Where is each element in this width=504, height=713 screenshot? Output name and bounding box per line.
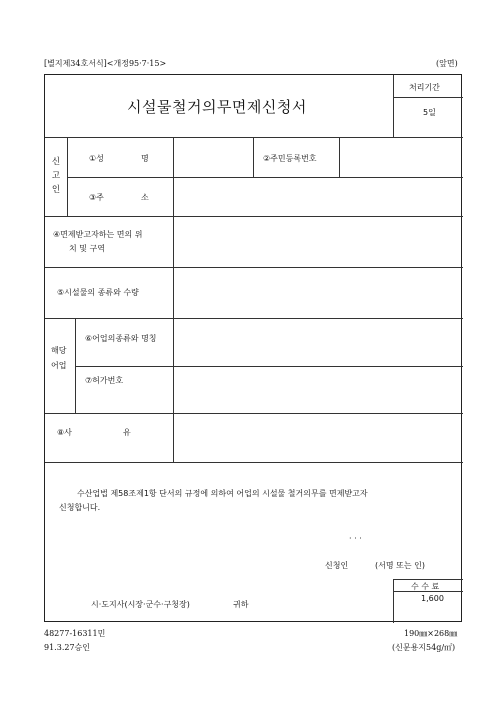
- paper-size: 190㎜×268㎜: [404, 629, 458, 638]
- fee-value: 1,600: [421, 594, 444, 603]
- license-number-field[interactable]: [174, 367, 462, 412]
- applicant-sign-label: 신청인: [325, 561, 349, 570]
- location-label-line1: ④면제받고자하는 면의 위: [53, 230, 143, 239]
- resident-number-field[interactable]: [340, 138, 462, 176]
- paper-type: (신문용지54g/㎡): [392, 643, 456, 652]
- name-field[interactable]: [174, 138, 252, 176]
- divider: [45, 462, 463, 463]
- application-form: [44, 74, 462, 622]
- statement-line2: 신청합니다.: [59, 503, 101, 512]
- approval-date: 91.3.27승인: [44, 643, 90, 652]
- addressee-suffix: 귀하: [233, 600, 249, 609]
- location-field[interactable]: [174, 217, 462, 266]
- fishery-type-field[interactable]: [174, 319, 462, 365]
- applicant-group-label: 신 고 인: [51, 157, 61, 195]
- form-code: 48277-16311민: [44, 629, 106, 638]
- address-label: ③주: [89, 193, 104, 202]
- divider: [393, 579, 394, 623]
- divider: [253, 137, 254, 177]
- processing-period-value: 5일: [423, 108, 436, 117]
- location-label-line2: 치 및 구역: [69, 244, 105, 253]
- resident-number-label: ②주민등록번호: [263, 154, 317, 163]
- statement-line1: 수산업법 제58조제1항 단서의 규정에 의하여 어업의 시설물 철거의무를 면제받고자: [77, 489, 368, 498]
- fishery-group-label-line1: 해당: [51, 346, 67, 355]
- divider: [393, 75, 394, 137]
- fishery-type-label: ⑥어업의종류와 명칭: [85, 334, 157, 343]
- page-side-label: (앞면): [436, 59, 458, 68]
- fishery-group-label-line2: 어업: [51, 361, 67, 370]
- reason-label: ⑧사: [57, 428, 72, 437]
- name-label: ①성: [89, 154, 104, 163]
- facility-label: ⑤시설물의 종류와 수량: [57, 288, 139, 297]
- address-field[interactable]: [174, 178, 462, 215]
- divider: [393, 579, 463, 580]
- form-number: [별지제34호서식]<개정95·7·15>: [44, 59, 167, 68]
- license-number-label: ⑦허가번호: [85, 376, 124, 385]
- address-label-2: 소: [141, 193, 149, 202]
- date-field[interactable]: · · ·: [349, 534, 362, 543]
- fee-label: 수 수 료: [411, 582, 440, 591]
- form-title: 시설물철거의무면제신청서: [127, 98, 307, 116]
- facility-field[interactable]: [174, 268, 462, 317]
- reason-field[interactable]: [174, 414, 462, 461]
- processing-period-label: 처리기간: [409, 83, 440, 92]
- reason-label-2: 유: [123, 428, 131, 437]
- name-label-2: 명: [141, 154, 149, 163]
- addressee: 시·도지사(시장·군수·구청장): [91, 600, 190, 609]
- sign-note: (서명 또는 인): [375, 561, 425, 570]
- divider: [393, 97, 463, 98]
